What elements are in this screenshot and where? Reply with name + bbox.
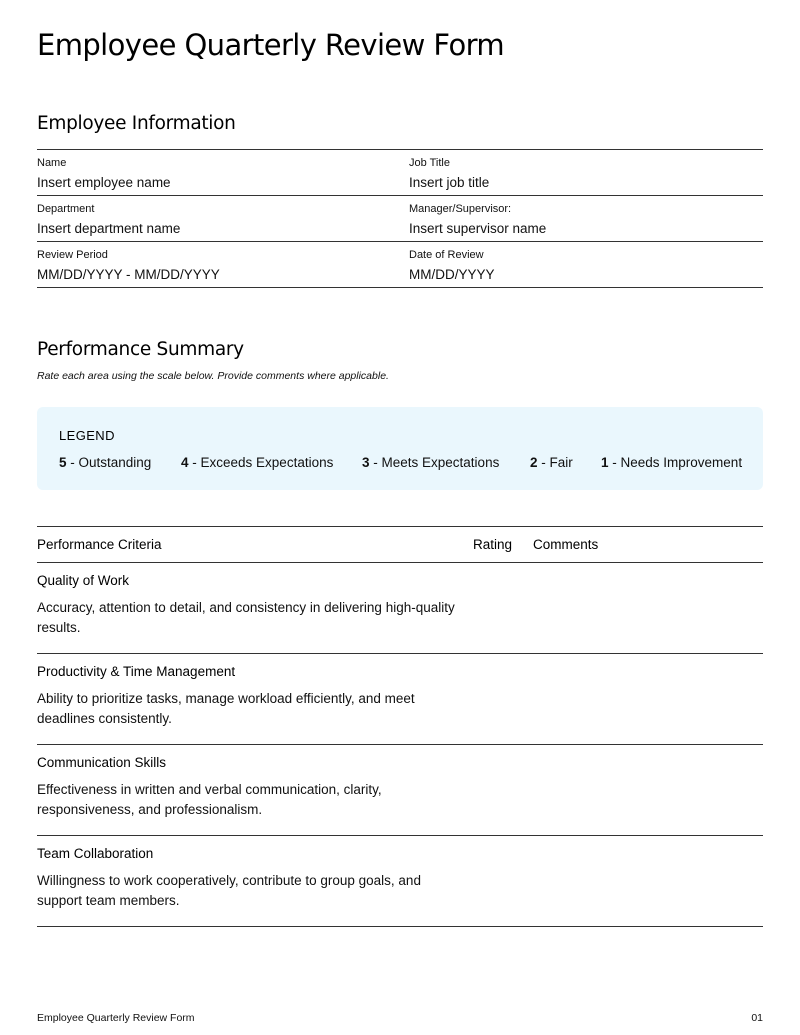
legend-item — [601, 455, 742, 470]
criteria-description: Ability to prioritize tasks, manage workload efficiently, and meet deadlines consistently. — [37, 691, 415, 726]
employee-info-table — [37, 149, 763, 288]
header-criteria: Performance Criteria — [37, 537, 162, 552]
field-value[interactable]: MM/DD/YYYY - MM/DD/YYYY — [37, 267, 220, 282]
legend-text: - Exceeds Expectations — [188, 455, 334, 470]
criteria-name: Quality of Work — [37, 573, 130, 588]
legend-title: LEGEND — [59, 428, 115, 443]
field-label: Job Title — [409, 157, 450, 169]
criteria-description: Willingness to work cooperatively, contribute to group goals, and support team members. — [37, 873, 421, 908]
table-row — [37, 654, 763, 745]
criteria-description: Effectiveness in written and verbal communication, clarity, responsiveness, and professionalism. — [37, 782, 382, 817]
legend-text: - Meets Expectations — [369, 455, 500, 470]
table-row — [37, 836, 763, 927]
legend-text: - Needs Improvement — [608, 455, 743, 470]
legend-text: - Outstanding — [66, 455, 152, 470]
header-comments: Comments — [533, 537, 599, 552]
field-label: Date of Review — [409, 249, 484, 261]
department-field[interactable] — [37, 196, 409, 241]
field-value[interactable]: Insert job title — [409, 175, 490, 190]
legend-item — [362, 455, 499, 470]
field-label: Name — [37, 157, 67, 169]
legend-item — [59, 455, 151, 470]
info-row — [37, 196, 763, 242]
legend-score: 2 — [530, 455, 538, 470]
field-label: Department — [37, 203, 95, 215]
job-title-field[interactable] — [409, 150, 763, 195]
table-row — [37, 745, 763, 836]
header-rating: Rating — [473, 537, 513, 552]
legend-score: 5 — [59, 455, 67, 470]
legend-item — [530, 455, 573, 470]
supervisor-field[interactable] — [409, 196, 763, 241]
field-value[interactable]: Insert employee name — [37, 175, 171, 190]
performance-summary-heading: Performance Summary — [37, 339, 244, 360]
field-value[interactable]: Insert supervisor name — [409, 221, 547, 236]
field-value[interactable]: MM/DD/YYYY — [409, 267, 495, 282]
criteria-name: Team Collaboration — [37, 846, 154, 861]
rating-instructions: Rate each area using the scale below. Provide comments where applicable. — [37, 370, 389, 382]
field-label: Review Period — [37, 249, 108, 261]
footer-title: Employee Quarterly Review Form — [37, 1012, 195, 1024]
page-number: 01 — [751, 1012, 763, 1024]
name-field[interactable] — [37, 150, 409, 195]
field-label: Manager/Supervisor: — [409, 203, 512, 215]
table-row — [37, 563, 763, 654]
rating-legend — [37, 407, 763, 490]
employee-information-heading: Employee Information — [37, 113, 236, 134]
table-header — [37, 527, 763, 563]
criteria-name: Productivity & Time Management — [37, 664, 236, 679]
legend-score: 4 — [181, 455, 189, 470]
review-date-field[interactable] — [409, 242, 763, 287]
legend-score: 3 — [362, 455, 370, 470]
review-period-field[interactable] — [37, 242, 409, 287]
legend-score: 1 — [601, 455, 609, 470]
legend-item — [181, 455, 333, 470]
performance-criteria-table — [37, 526, 763, 927]
info-row — [37, 150, 763, 196]
info-row — [37, 242, 763, 288]
legend-text: - Fair — [537, 455, 573, 470]
field-value[interactable]: Insert department name — [37, 221, 181, 236]
criteria-description: Accuracy, attention to detail, and consistency in delivering high-quality results. — [37, 600, 455, 635]
criteria-name: Communication Skills — [37, 755, 167, 770]
page-title: Employee Quarterly Review Form — [37, 28, 505, 62]
